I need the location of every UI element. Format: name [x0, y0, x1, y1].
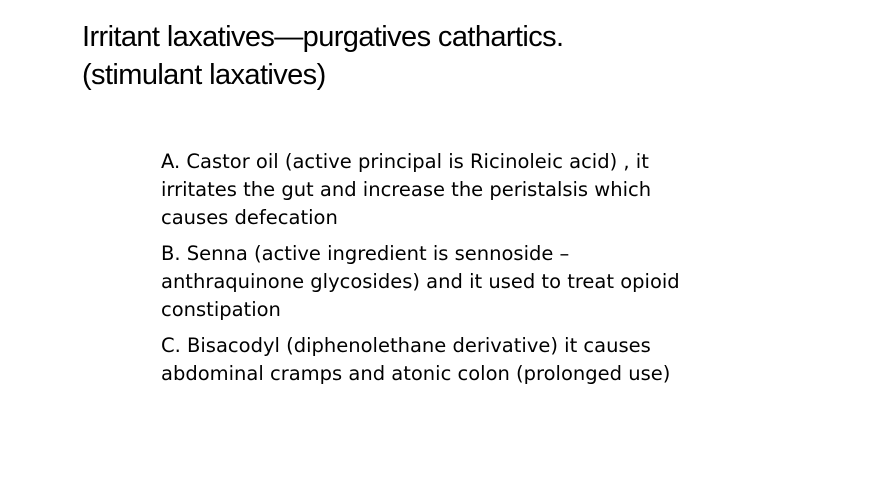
slide-title-line-1: Irritant laxatives—purgatives cathartics.	[82, 21, 564, 53]
slide-title-line-2: (stimulant laxatives)	[82, 59, 326, 91]
list-item-senna: B. Senna (active ingredient is sennoside – anthraquinone glycosides) and it used to treat opioid constipation	[161, 242, 680, 321]
list-item-castor-oil: A. Castor oil (active principal is Ricinoleic acid) , it irritates the gut and increase the peristalsis which causes defecation	[161, 150, 652, 229]
list-item-bisacodyl: C. Bisacodyl (diphenolethane derivative) it causes abdominal cramps and atonic colon (prolonged use)	[161, 334, 671, 385]
slide-title	[82, 18, 802, 94]
slide-content-list	[161, 148, 701, 396]
